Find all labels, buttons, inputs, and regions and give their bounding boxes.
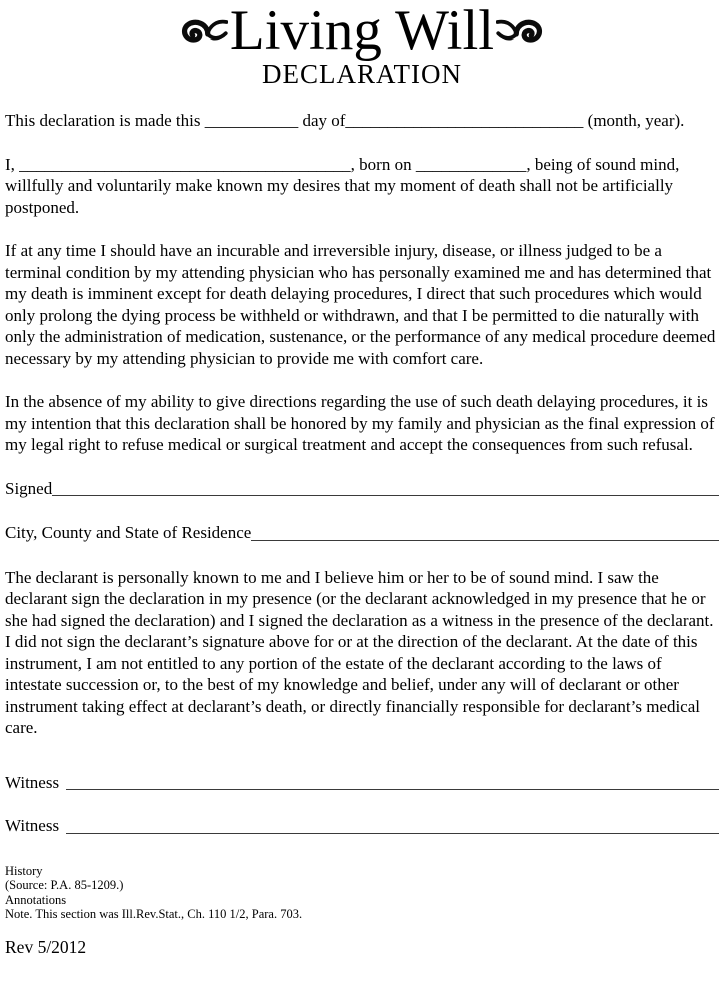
annotations-heading: Annotations	[5, 892, 67, 907]
witness-row-2	[5, 815, 719, 837]
signed-blank-line[interactable]	[52, 495, 719, 496]
signed-label: Signed	[5, 478, 53, 498]
document-header	[5, 2, 719, 88]
signed-row	[5, 478, 719, 500]
witness-1-blank-line[interactable]	[66, 789, 719, 790]
document-title-row	[5, 0, 719, 62]
history-heading: History	[5, 863, 43, 878]
fleuron-left-icon	[180, 14, 228, 48]
document-title: Living Will	[229, 0, 495, 62]
witness-2-blank-line[interactable]	[66, 833, 719, 834]
witness-statement-paragraph: The declarant is personally known to me and I believe him or her to be of sound mind. I saw the declarant sign the declaration in my presence (or the declarant acknowledged in my presence that he or she had signed the declaration) and I signed the declaration as a witness in the presence of the declarant. I did not sign the declarant’s signature above for or at the direction of the declarant. At the date of this instrument, I am not entitled to any portion of the estate of the declarant according to the laws of intestate succession or, to the best of my knowledge and belief, under any will of declarant or other instrument taking effect at declarant’s death, or directly financially responsible for declarant’s medical care.	[5, 567, 714, 738]
statute-footnotes	[5, 864, 719, 922]
document-subtitle: DECLARATION	[262, 59, 462, 89]
witness-row-1	[5, 772, 719, 794]
date-line-paragraph: This declaration is made this ___________ day of____________________________ (month, year).	[5, 111, 685, 131]
residence-label: City, County and State of Residence	[5, 523, 252, 543]
revision-stamp: Rev 5/2012	[5, 936, 87, 957]
source-citation: (Source: P.A. 85-1209.)	[5, 878, 124, 893]
witness-signature-block	[5, 772, 719, 837]
statute-note: Note. This section was Ill.Rev.Stat., Ch. 110 1/2, Para. 703.	[5, 907, 303, 922]
witness-2-label: Witness	[5, 816, 60, 836]
intention-paragraph: In the absence of my ability to give directions regarding the use of such death delaying procedures, it is my intention that this declaration shall be honored by my family and physician as the final expression of my legal right to refuse medical or surgical treatment and accept the consequences from such refusal.	[5, 392, 715, 455]
terminal-condition-paragraph: If at any time I should have an incurable and irreversible injury, disease, or illness judged to be a terminal condition by my attending physician who has personally examined me and has determined that my death is imminent except for death delaying procedures, I direct that such procedures which would only prolong the dying process be withheld or withdrawn, and that I be permitted to die naturally with only the administration of medication, sustenance, or the performance of any medical procedure deemed necessary by my attending physician to provide me with comfort care.	[5, 241, 716, 368]
residence-blank-line[interactable]	[251, 540, 719, 541]
witness-1-label: Witness	[5, 772, 60, 792]
declarant-paragraph: I, _______________________________________, born on _____________, being of sound mind, willfully and voluntarily make known my desires that my moment of death shall not be artificially postponed.	[5, 154, 680, 217]
residence-row	[5, 522, 719, 544]
fleuron-right-icon	[496, 14, 544, 48]
